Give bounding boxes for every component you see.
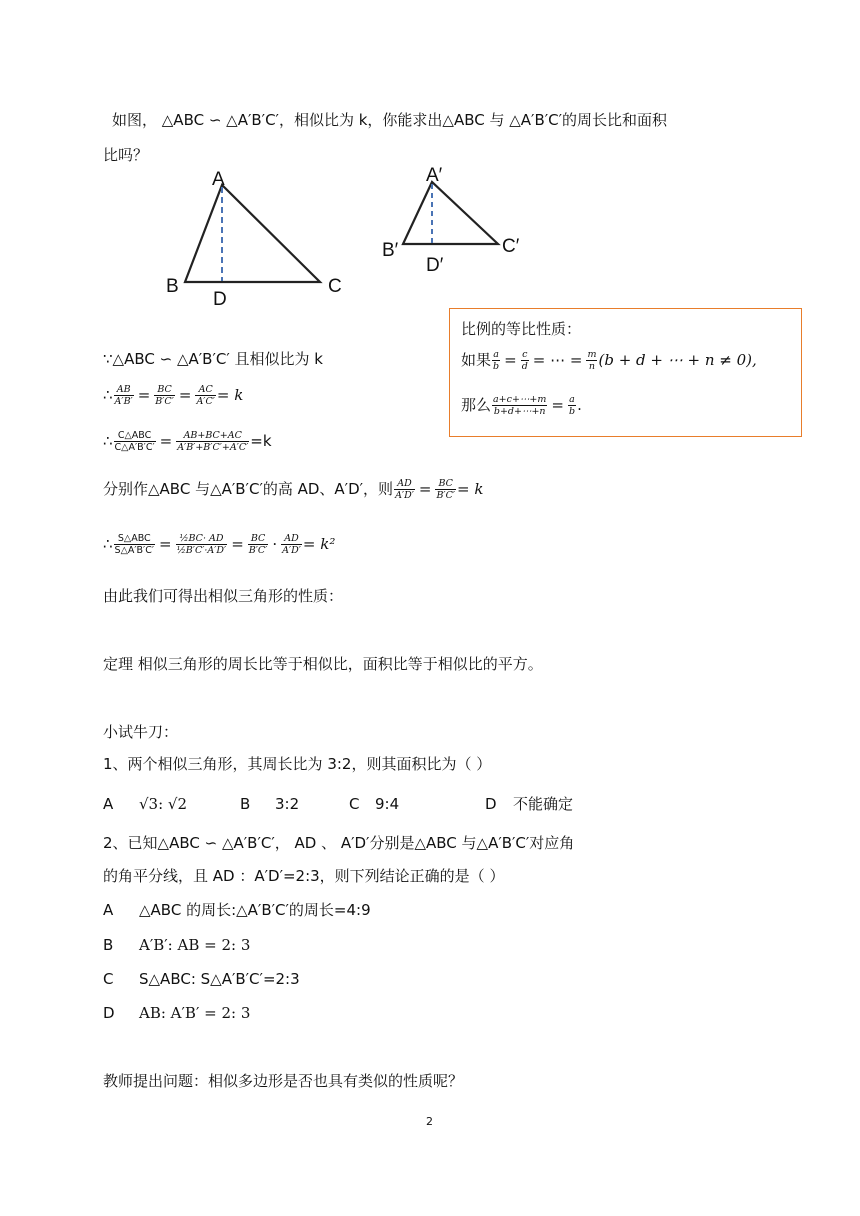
q1-option-c-letter: C (349, 795, 360, 813)
frac-ab: AB (114, 384, 134, 396)
heights-line: 分别作△ABC 与△A′B′C′的高 AD、A′D′，则 $\frac{AD}{A'D'}$ = $\frac{BC}{B'C'}$ = k (103, 478, 484, 501)
therefore-symbol: ∴ (103, 535, 113, 553)
frac-ac: AC (195, 384, 215, 396)
area-ratio-line: ∴ $\frac{\text{S△ABC}}{S\triangle A'B'C'}$ = $\frac{\text{½BC· AD}}{\text{½B′C′·A′D′}}$ = $\frac{BC}{B'C'}$ · $\frac{AD}{A'D'}$ = k² (103, 533, 336, 556)
area-formula-num: ½BC· AD (176, 533, 228, 545)
frac-ad-2: AD (281, 533, 302, 545)
frac-bc-prime-2: B′C′ (436, 490, 456, 501)
side-sum-num: AB+BC+AC (176, 430, 249, 442)
frac-a: a (493, 349, 499, 360)
perimeter-num: C△ABC (114, 430, 156, 442)
q1-option-d-text: 不能确定 (513, 795, 574, 813)
triangle-abc-prime (403, 182, 498, 244)
area-formula-den: ½B′C′·A′D′ (176, 545, 227, 556)
page-number: 2 (426, 1115, 433, 1128)
q1-option-b-letter: B (240, 795, 251, 813)
equals-k-2: = k (457, 480, 484, 498)
label-d-prime: D′ (426, 255, 444, 276)
area-den: S△A′B′C′ (114, 545, 155, 556)
q1-option-d-letter: D (485, 795, 497, 813)
heights-text: 分别作△ABC 与△A′B′C′的高 AD、A′D′，则 (103, 480, 394, 498)
sum-den: b+d+⋯+n (493, 406, 546, 417)
intro-line-2: 比吗？ (103, 146, 149, 164)
therefore-symbol: ∴ (103, 432, 113, 450)
sum-num: a+c+⋯+m (493, 394, 547, 405)
frac-c: c (522, 349, 528, 360)
question-1: 1、两个相似三角形，其周长比为 3:2，则其面积比为（ ） (103, 755, 492, 773)
q1-option-a-letter: A (103, 795, 114, 813)
q2-option-d-letter: D (103, 1004, 115, 1022)
equals-k: = k (216, 386, 244, 404)
frac-m: m (587, 349, 597, 360)
intro-line-1: 如图， △ABC ∽ △A′B′C′，相似比为 k，你能求出△ABC 与 △A′B′C′的周长比和面积 (112, 111, 668, 129)
q2-option-b-text: A′B′: AB = 2: 3 (139, 936, 251, 954)
frac-ac-prime: A′C′ (196, 396, 215, 407)
ratio-equality-line: ∴ $\frac{AB}{A'B'}$ = $\frac{BC}{B'C'}$ = $\frac{AC}{A'C'}$ = k (103, 384, 244, 407)
label-a: A (212, 169, 225, 190)
property-title: 比例的等比性质： (461, 320, 582, 338)
condition: (b + d + ⋯ + n ≠ 0), (598, 351, 757, 369)
q2-option-d-text: AB: A′B′ = 2: 3 (139, 1004, 251, 1022)
q2-option-b-letter: B (103, 936, 114, 954)
property-if-line: 如果 $\frac{a}{b}$ = $\frac{c}{d}$ = ⋯ = $\frac{m}{n}$ (b + d + ⋯ + n ≠ 0), (461, 349, 757, 372)
label-a-prime: A′ (426, 165, 443, 186)
teacher-question: 教师提出问题：相似多边形是否也具有类似的性质呢？ (103, 1072, 464, 1090)
triangle-abc (185, 185, 320, 282)
equals-k-squared: = k² (302, 535, 336, 553)
frac-bc-2: BC (435, 478, 456, 490)
q1-option-a-text: √3: √2 (139, 795, 188, 813)
equals-k-plain: =k (250, 432, 272, 450)
therefore-symbol: ∴ (103, 386, 113, 404)
question-2-line-2: 的角平分线，且 AD ：A′D′=2:3，则下列结论正确的是（ ） (103, 867, 505, 885)
frac-b: b (493, 361, 500, 372)
frac-n: n (588, 361, 596, 372)
frac-ad-prime-2: A′D′ (282, 545, 301, 556)
q2-option-c-text: S△ABC: S△A′B′C′=2:3 (139, 970, 300, 988)
label-c-prime: C′ (502, 236, 520, 257)
label-b-prime: B′ (382, 240, 399, 261)
chain: = ⋯ = (532, 351, 583, 369)
frac-ad: AD (394, 478, 415, 490)
side-sum-den: A′B′+B′C′+A′C′ (177, 442, 249, 453)
frac-bc: BC (154, 384, 175, 396)
perimeter-ratio-line: ∴ $\frac{\text{C△ABC}}{C\triangle A'B'C'}$ = $\frac{AB+BC+AC}{A'B'+B'C'+A'C'}$ =k (103, 430, 272, 453)
triangle-abc-prime-figure (378, 160, 528, 280)
then-word: 那么 (461, 396, 492, 414)
result-a: a (569, 394, 575, 405)
q2-option-c-letter: C (103, 970, 114, 988)
perimeter-den: C△A′B′C′ (114, 442, 155, 453)
proportion-property-box (449, 308, 802, 437)
frac-ab-prime: A′B′ (114, 396, 133, 407)
label-b: B (166, 276, 179, 297)
question-2-line-1: 2、已知△ABC ∽ △A′B′C′， AD 、 A′D′分别是△ABC 与△A′B′C′对应角 (103, 834, 575, 852)
triangle-abc-figure (160, 165, 350, 310)
frac-ad-prime: A′D′ (395, 490, 414, 501)
label-c: C (328, 276, 342, 297)
if-word: 如果 (461, 351, 492, 369)
q1-option-b-text: 3:2 (275, 795, 300, 813)
frac-d: d (521, 361, 528, 372)
conclusion-line: 由此我们可得出相似三角形的性质： (103, 587, 344, 605)
frac-bc-prime: B′C′ (155, 396, 174, 407)
q1-option-c-text: 9:4 (375, 795, 400, 813)
area-num: S△ABC (114, 533, 155, 545)
frac-bc-3: BC (248, 533, 269, 545)
result-b: b (568, 406, 576, 417)
q2-option-a-text: △ABC 的周长:△A′B′C′的周长=4:9 (139, 901, 371, 919)
property-then-line: 那么 $\frac{a+c+\cdots+m}{b+d+\cdots+n}$ = $\frac{a}{b}$ . (461, 394, 582, 417)
end-period: . (577, 396, 582, 414)
exercise-heading: 小试牛刀： (103, 723, 179, 741)
theorem-line: 定理 相似三角形的周长比等于相似比，面积比等于相似比的平方。 (103, 655, 543, 673)
label-d: D (213, 289, 227, 310)
frac-bc-prime-3: B′C′ (248, 545, 268, 556)
q2-option-a-letter: A (103, 901, 114, 919)
because-line: ∵△ABC ∽ △A′B′C′ 且相似比为 k (103, 350, 323, 368)
